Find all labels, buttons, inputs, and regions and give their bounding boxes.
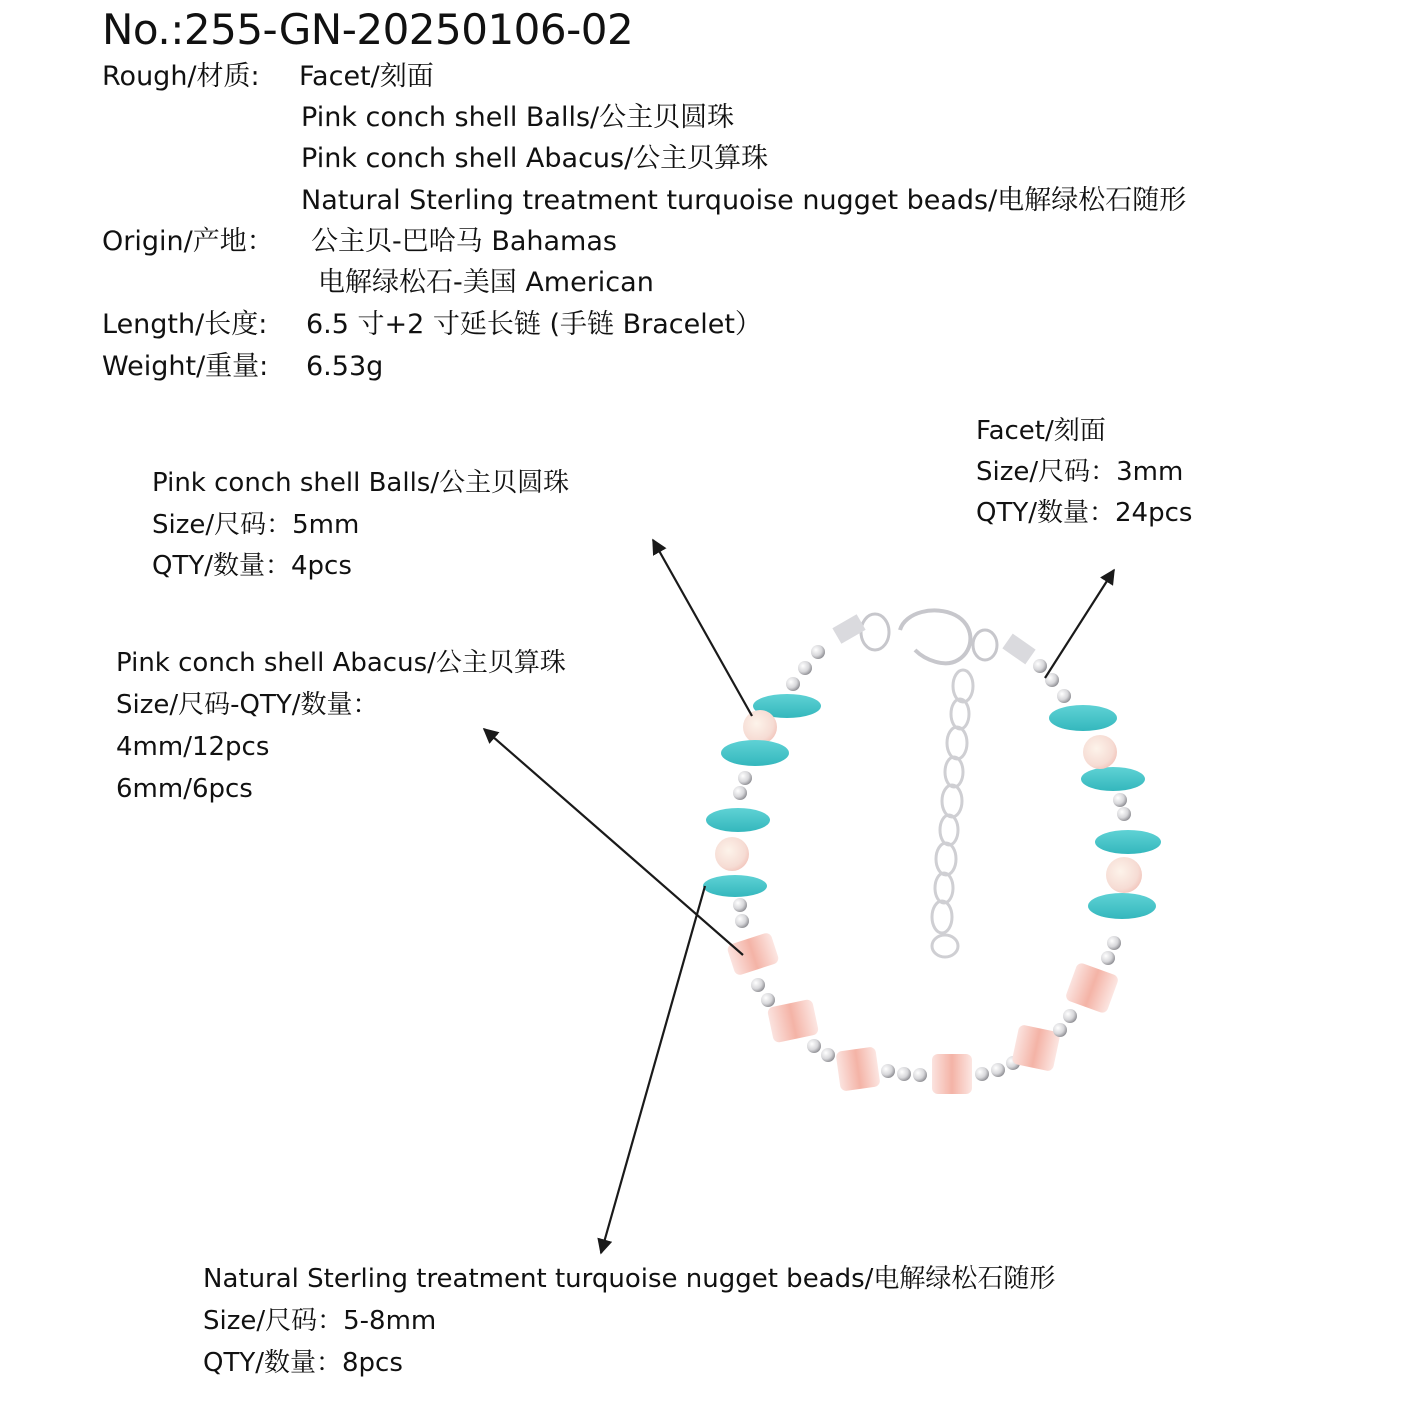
arrow-facet [1045, 570, 1114, 678]
callout-abacus-title: Pink conch shell Abacus/公主贝算珠 [116, 648, 566, 678]
callout-abacus-size-qty-label: Size/尺码-QTY/数量： [116, 690, 379, 720]
weight-label: Weight/重量: [102, 351, 269, 382]
bracelet-beads [703, 645, 1161, 1094]
arrow-turquoise [601, 886, 705, 1253]
callout-facet-qty: QTY/数量：24pcs [976, 498, 1193, 528]
callout-balls-qty: QTY/数量：4pcs [152, 551, 352, 581]
arrow-balls [653, 540, 752, 716]
pink-ball [743, 710, 777, 744]
callout-facet-title: Facet/刻面 [976, 416, 1106, 446]
rough-value-abacus: Pink conch shell Abacus/公主贝算珠 [301, 143, 769, 174]
origin-value-shell: 公主贝-巴哈马 Bahamas [311, 226, 617, 257]
callout-turquoise-size: Size/尺码：5-8mm [203, 1306, 437, 1336]
callout-turquoise-title: Natural Sterling treatment turquoise nugget beads/电解绿松石随形 [203, 1264, 1056, 1294]
length-label: Length/长度: [102, 309, 268, 340]
origin-value-turquoise: 电解绿松石-美国 American [318, 267, 654, 298]
callout-turquoise-qty: QTY/数量：8pcs [203, 1348, 403, 1378]
callout-abacus-row-4mm: 4mm/12pcs [116, 732, 270, 762]
lobster-clasp [861, 610, 997, 663]
callout-balls-size: Size/尺码：5mm [152, 510, 360, 540]
arrow-abacus [484, 729, 743, 955]
extender-chain [932, 670, 973, 957]
length-value: 6.5 寸+2 寸延长链 (手链 Bracelet） [306, 309, 762, 340]
rough-label: Rough/材质: [102, 61, 260, 92]
rough-value-facet: Facet/刻面 [299, 61, 434, 92]
weight-value: 6.53g [306, 351, 384, 382]
rough-value-balls: Pink conch shell Balls/公主贝圆珠 [301, 102, 735, 133]
callout-facet-size: Size/尺码：3mm [976, 457, 1184, 487]
callout-abacus-row-6mm: 6mm/6pcs [116, 774, 253, 804]
product-number: No.:255-GN-20250106-02 [102, 5, 634, 54]
rough-value-turquoise: Natural Sterling treatment turquoise nugget beads/电解绿松石随形 [301, 185, 1187, 216]
callout-balls-title: Pink conch shell Balls/公主贝圆珠 [152, 468, 570, 498]
origin-label: Origin/产地： [102, 226, 274, 257]
